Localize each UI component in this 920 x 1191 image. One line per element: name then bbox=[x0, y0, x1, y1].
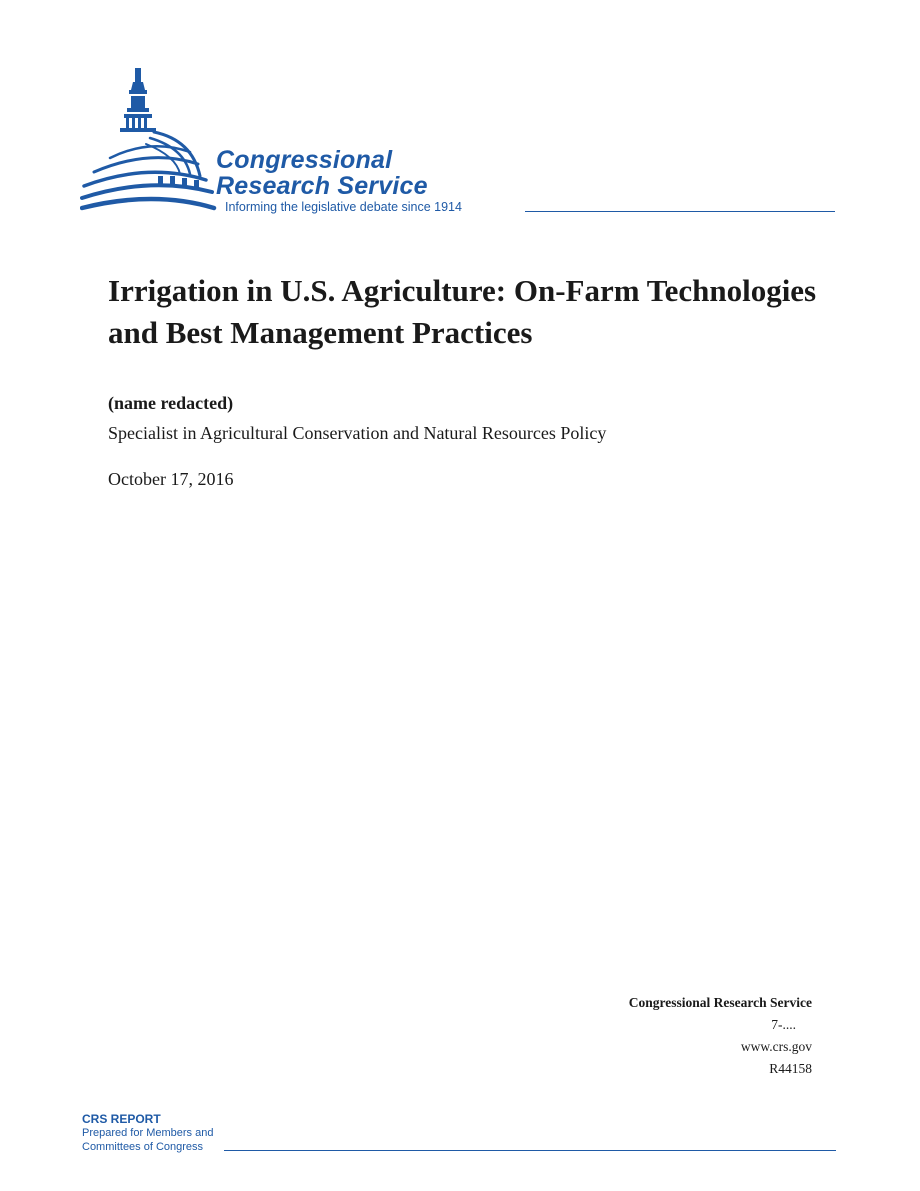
logo-divider bbox=[525, 211, 835, 212]
footer-line-1: Prepared for Members and bbox=[82, 1127, 214, 1139]
capitol-dome-icon bbox=[80, 68, 220, 220]
crs-logo bbox=[80, 68, 840, 220]
logo-tagline: Informing the legislative debate since 1914 bbox=[225, 200, 462, 214]
report-info-block bbox=[629, 992, 812, 1080]
footer bbox=[82, 1112, 838, 1156]
website-link[interactable]: www.crs.gov bbox=[740, 1039, 812, 1054]
footer-label: CRS REPORT bbox=[82, 1112, 161, 1126]
report-date: October 17, 2016 bbox=[108, 469, 234, 489]
author-name: (name redacted) bbox=[108, 393, 234, 413]
report-title: Irrigation in U.S. Agriculture: On-Farm Technologies and Best Management Practices bbox=[108, 273, 817, 350]
organization-name: Congressional Research Service bbox=[628, 995, 812, 1010]
footer-line-2: Committees of Congress bbox=[82, 1141, 204, 1153]
author-role: Specialist in Agricultural Conservation and Natural Resources Policy bbox=[108, 423, 607, 443]
footer-divider bbox=[224, 1150, 836, 1151]
logo-name-line-2: Research Service bbox=[216, 172, 428, 200]
logo-name-line-1: Congressional bbox=[216, 146, 393, 174]
report-code: 7-.... bbox=[771, 1017, 796, 1032]
report-number: R44158 bbox=[769, 1061, 812, 1076]
